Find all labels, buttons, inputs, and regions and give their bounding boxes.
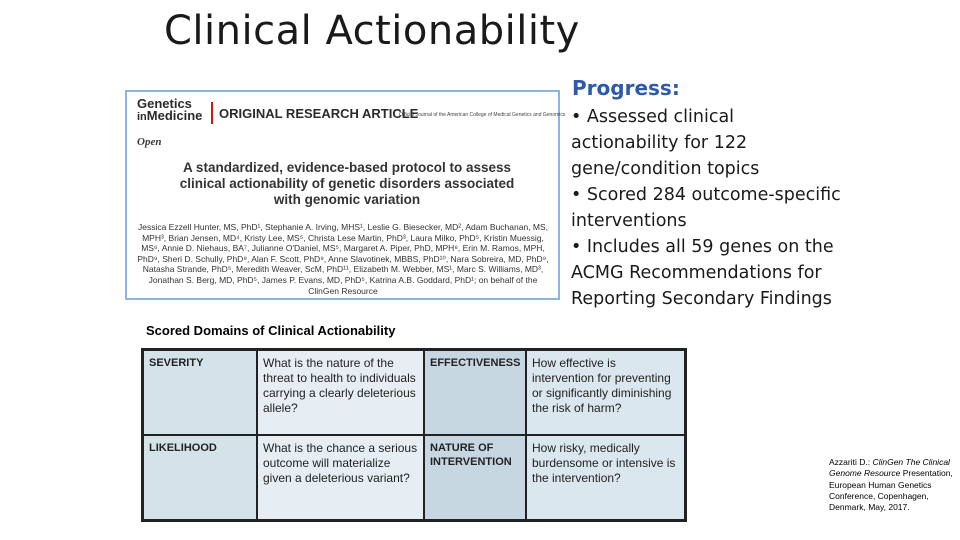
domain-label-severity: SEVERITY	[144, 351, 256, 434]
domain-label-effectiveness: EFFECTIVENESS	[425, 351, 525, 434]
reference-citation	[829, 457, 959, 513]
article-authors: Jessica Ezzell Hunter, MS, PhD¹, Stephanie A. Irving, MHS¹, Leslie G. Biesecker, MD², Adam Buchanan, MS, MPH³, Brian Jensen, MD⁴, Kristy Lee, MS⁵, Christa Lese Martin, PhD³, Laura Milko, PhD⁵, Kristin Muessig, MS⁶, Annie D. Niehaus, BA⁷, Julianne O'Daniel, MS⁵, Margaret A. Piper, PhD, MPH⁸, Erin M. Ramos, MPH, PhD⁹, Sheri D. Schully, PhD⁹, Alan F. Scott, PhD⁹, Anne Slavotinek, MBBS, PhD¹⁰, Nara Sobreira, MD, PhD⁹, Natasha Strande, PhD⁵, Meredith Weaver, ScM, PhD¹¹, Elizabeth M. Webber, MS¹, Marc S. Williams, MD³, Jonathan S. Berg, MD, PhD⁵, James P. Evans, MD, PhD⁵, Katrina A.B. Goddard, PhD¹; on behalf of the ClinGen Resource	[137, 222, 549, 296]
progress-item: • Assessed clinical actionability for 122 gene/condition topics	[571, 107, 760, 179]
progress-list	[571, 104, 846, 312]
domain-question-intervention: How risky, medically burdensome or intensive is the intervention?	[527, 436, 684, 519]
domain-question-effectiveness: How effective is intervention for preventing or significantly diminishing the risk of harm?	[527, 351, 684, 434]
slide-title: Clinical Actionability	[164, 8, 580, 54]
article-type: ORIGINAL RESEARCH ARTICLE	[219, 106, 419, 121]
open-access-label: Open	[137, 136, 162, 148]
domain-question-likelihood: What is the chance a serious outcome will materialize given a deleterious variant?	[258, 436, 423, 519]
progress-item: • Includes all 59 genes on the ACMG Recommendations for Reporting Secondary Findings	[571, 237, 834, 309]
journal-logo-line1: Genetics	[137, 96, 192, 111]
journal-logo-in: in	[137, 111, 147, 123]
domain-label-intervention: NATURE OF INTERVENTION	[425, 436, 525, 519]
journal-line: Official Journal of the American College of Medical Genetics and Genomics	[399, 112, 566, 118]
reference-details: Presentation, European Human Genetics Conference, Copenhagen, Denmark, May, 2017.	[829, 468, 953, 513]
article-header-image	[125, 90, 566, 300]
reference-title: ClinGen The Clinical Genome Resource	[829, 457, 950, 479]
domain-label-likelihood: LIKELIHOOD	[144, 436, 256, 519]
domain-question-severity: What is the nature of the threat to health to individuals carrying a clearly deleterious allele?	[258, 351, 423, 434]
progress-item: • Scored 284 outcome-specific interventions	[571, 185, 841, 231]
journal-logo-line2: Medicine	[146, 108, 203, 123]
journal-logo	[137, 98, 202, 123]
domains-table	[141, 348, 687, 522]
article-title: A standardized, evidence-based protocol to assess clinical actionability of genetic disorders associated with genomic variation	[179, 160, 515, 207]
logo-divider	[211, 102, 213, 124]
progress-heading: Progress:	[572, 76, 680, 100]
domains-caption: Scored Domains of Clinical Actionability	[146, 323, 396, 338]
reference-author: Azzariti D.:	[829, 457, 873, 467]
